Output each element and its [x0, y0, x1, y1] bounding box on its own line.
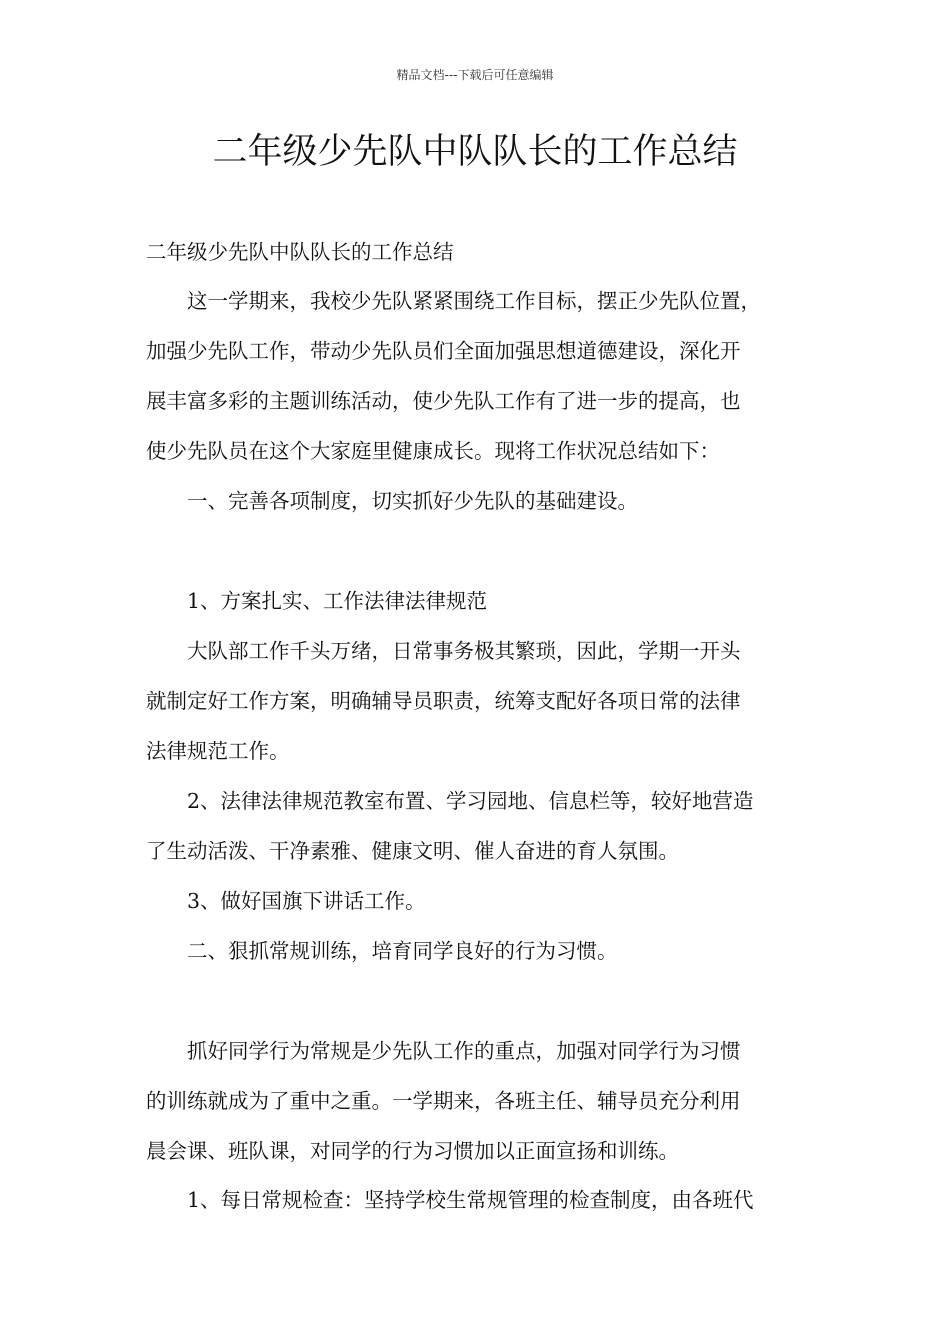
text-line: 法律规范工作。 — [146, 739, 290, 763]
text-line: 一、完善各项制度，切实抓好少先队的基础建设。 — [146, 489, 638, 513]
text-line: 3、做好国旗下讲话工作。 — [146, 889, 426, 913]
paragraph — [146, 776, 808, 876]
text-line: 二年级少先队中队队长的工作总结 — [146, 240, 454, 264]
paragraph-subtitle — [146, 227, 808, 277]
text-line: 1、每日常规检查：坚持学校生常规管理的检查制度，由各班代 — [146, 1188, 754, 1212]
page-header: 精品文档---下载后可任意编辑 — [396, 68, 554, 82]
text-line: 二、狠抓常规训练，培育同学良好的行为习惯。 — [146, 939, 618, 963]
section-heading-1 — [146, 476, 808, 526]
text-line: 的训练就成为了重中之重。一学期来，各班主任、辅导员充分利用 — [146, 1089, 741, 1113]
text-line: 2、法律法律规范教室布置、学习园地、信息栏等，较好地营造 — [146, 789, 754, 813]
text-line: 加强少先队工作，带动少先队员们全面加强思想道德建设，深化开 — [146, 339, 741, 363]
text-line: 就制定好工作方案，明确辅导员职责，统筹支配好各项日常的法律 — [146, 689, 741, 713]
item-heading — [146, 876, 808, 926]
text-line: 大队部工作千头万绪，日常事务极其繁琐，因此，学期一开头 — [146, 639, 741, 663]
document-title: 二年级少先队中队队长的工作总结 — [212, 132, 738, 172]
item-heading — [146, 576, 808, 626]
text-line: 了生动活泼、干净素雅、健康文明、催人奋进的育人氛围。 — [146, 839, 679, 863]
text-line: 晨会课、班队课，对同学的行为习惯加以正面宣扬和训练。 — [146, 1139, 679, 1163]
paragraph — [146, 626, 808, 776]
text-line: 抓好同学行为常规是少先队工作的重点，加强对同学行为习惯 — [146, 1039, 741, 1063]
paragraph — [146, 1026, 808, 1176]
text-line: 使少先队员在这个大家庭里健康成长。现将工作状况总结如下： — [146, 439, 720, 463]
paragraph-intro — [146, 276, 808, 476]
section-heading-2 — [146, 926, 808, 976]
text-line: 这一学期来，我校少先队紧紧围绕工作目标，摆正少先队位置， — [146, 289, 761, 313]
text-line: 1、方案扎实、工作法律法律规范 — [146, 589, 488, 613]
item-heading — [146, 1175, 808, 1225]
text-line: 展丰富多彩的主题训练活动，使少先队工作有了进一步的提高，也 — [146, 389, 741, 413]
